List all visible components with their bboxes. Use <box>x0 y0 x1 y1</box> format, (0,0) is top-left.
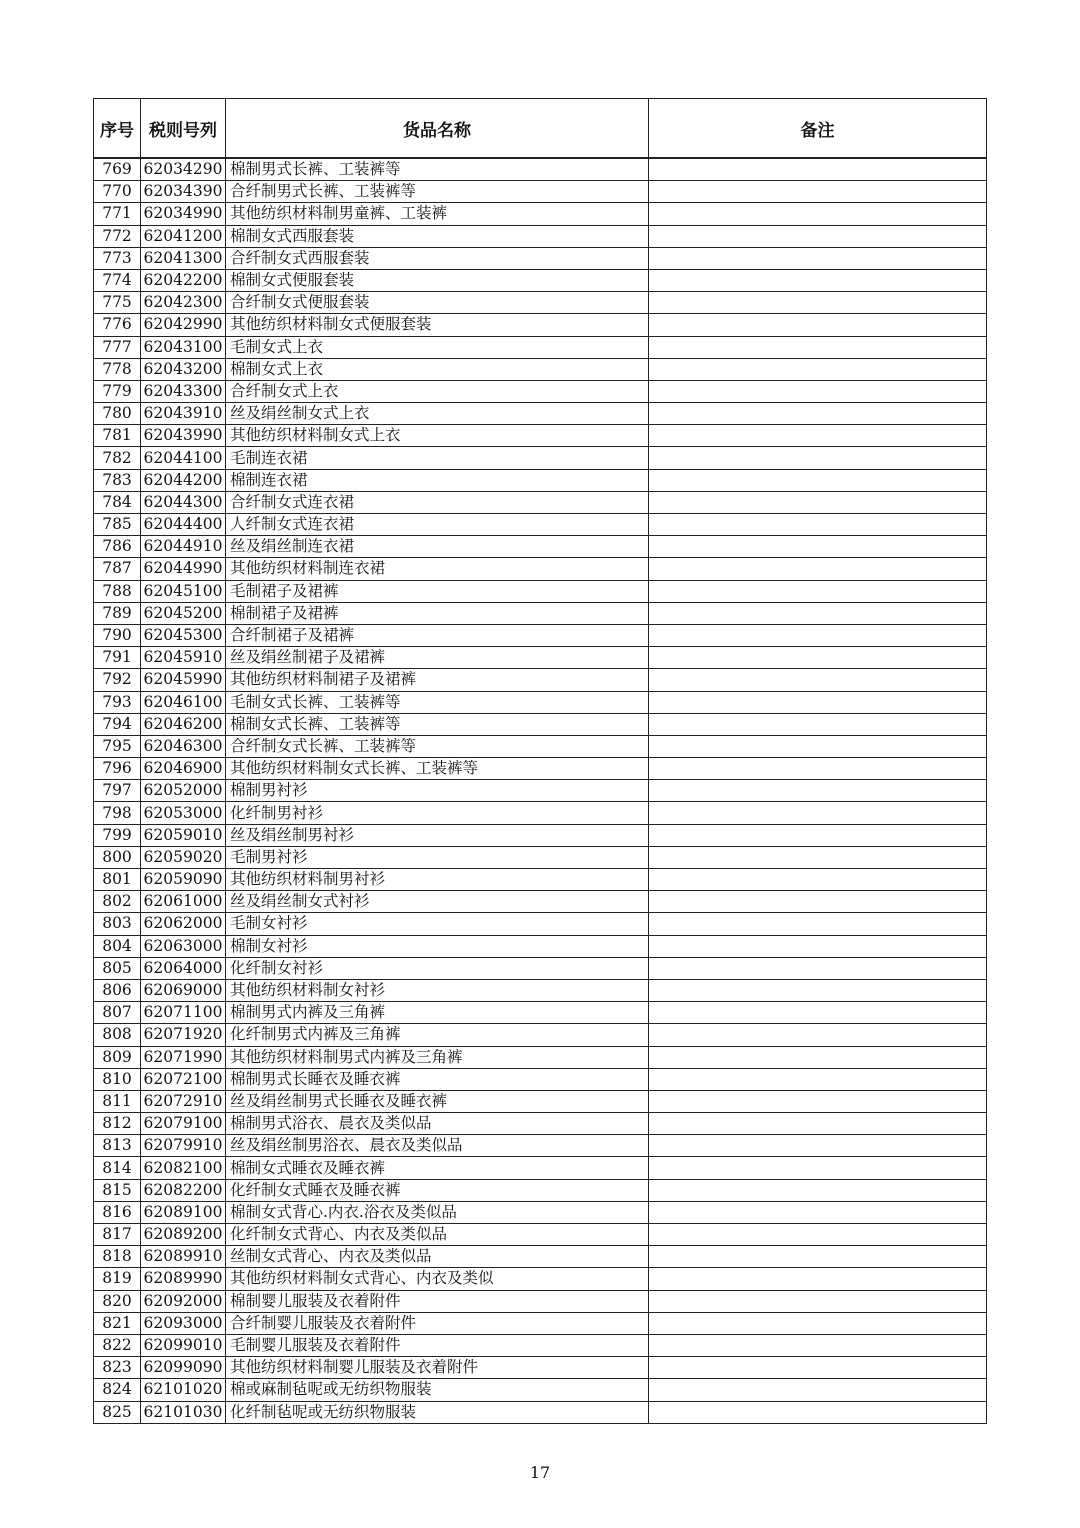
table-body <box>94 158 987 1423</box>
table-row <box>94 1090 987 1112</box>
table-row <box>94 913 987 935</box>
table-row <box>94 225 987 247</box>
cell-name: 合纤制裙子及裙裤 <box>226 624 649 646</box>
cell-no: 771 <box>94 203 141 225</box>
cell-remark <box>649 358 987 380</box>
table-row <box>94 735 987 757</box>
cell-no: 798 <box>94 802 141 824</box>
cell-remark <box>649 957 987 979</box>
cell-code: 62082200 <box>141 1179 226 1201</box>
cell-name: 化纤制女式睡衣及睡衣裤 <box>226 1179 649 1201</box>
table-row <box>94 247 987 269</box>
cell-code: 62072910 <box>141 1090 226 1112</box>
table-row <box>94 758 987 780</box>
table-row <box>94 536 987 558</box>
cell-remark <box>649 1401 987 1423</box>
cell-remark <box>649 203 987 225</box>
cell-no: 806 <box>94 979 141 1001</box>
cell-name: 丝及绢丝制裙子及裙裤 <box>226 647 649 669</box>
cell-name: 棉制女式上衣 <box>226 358 649 380</box>
cell-name: 化纤制男式内裤及三角裤 <box>226 1024 649 1046</box>
cell-code: 62069000 <box>141 979 226 1001</box>
cell-remark <box>649 935 987 957</box>
cell-no: 792 <box>94 669 141 691</box>
cell-code: 62059010 <box>141 824 226 846</box>
cell-name: 其他纺织材料制女式背心、内衣及类似 <box>226 1268 649 1290</box>
cell-remark <box>649 181 987 203</box>
table-row <box>94 336 987 358</box>
cell-no: 777 <box>94 336 141 358</box>
cell-remark <box>649 491 987 513</box>
cell-name: 棉制男式内裤及三角裤 <box>226 1002 649 1024</box>
table-row <box>94 203 987 225</box>
cell-no: 789 <box>94 602 141 624</box>
cell-remark <box>649 780 987 802</box>
table-row <box>94 691 987 713</box>
cell-name: 丝及绢丝制男浴衣、晨衣及类似品 <box>226 1135 649 1157</box>
cell-remark <box>649 425 987 447</box>
cell-code: 62079910 <box>141 1135 226 1157</box>
cell-name: 丝及绢丝制女式衬衫 <box>226 891 649 913</box>
table-row <box>94 1224 987 1246</box>
cell-name: 棉或麻制毡呢或无纺织物服装 <box>226 1379 649 1401</box>
cell-code: 62052000 <box>141 780 226 802</box>
cell-no: 793 <box>94 691 141 713</box>
cell-remark <box>649 1357 987 1379</box>
cell-name: 合纤制女式便服套装 <box>226 292 649 314</box>
cell-remark <box>649 314 987 336</box>
table-row <box>94 602 987 624</box>
table-row <box>94 957 987 979</box>
cell-name: 丝及绢丝制男衬衫 <box>226 824 649 846</box>
cell-name: 毛制女衬衫 <box>226 913 649 935</box>
cell-no: 819 <box>94 1268 141 1290</box>
cell-no: 794 <box>94 713 141 735</box>
cell-code: 62071920 <box>141 1024 226 1046</box>
cell-name: 棉制连衣裙 <box>226 469 649 491</box>
cell-remark <box>649 225 987 247</box>
table-row <box>94 269 987 291</box>
cell-remark <box>649 669 987 691</box>
cell-code: 62045100 <box>141 580 226 602</box>
cell-no: 799 <box>94 824 141 846</box>
cell-name: 毛制女式长裤、工装裤等 <box>226 691 649 713</box>
cell-name: 棉制女式背心.内衣.浴衣及类似品 <box>226 1201 649 1223</box>
cell-no: 823 <box>94 1357 141 1379</box>
table-row <box>94 935 987 957</box>
table-row <box>94 979 987 1001</box>
table-row <box>94 181 987 203</box>
cell-code: 62044990 <box>141 558 226 580</box>
cell-no: 816 <box>94 1201 141 1223</box>
cell-name: 毛制连衣裙 <box>226 447 649 469</box>
table-row <box>94 869 987 891</box>
cell-code: 62082100 <box>141 1157 226 1179</box>
cell-name: 合纤制女式连衣裙 <box>226 491 649 513</box>
cell-code: 62063000 <box>141 935 226 957</box>
cell-no: 782 <box>94 447 141 469</box>
cell-code: 62099010 <box>141 1334 226 1356</box>
table-row <box>94 780 987 802</box>
cell-remark <box>649 979 987 1001</box>
table-row <box>94 713 987 735</box>
cell-code: 62089990 <box>141 1268 226 1290</box>
cell-code: 62043910 <box>141 403 226 425</box>
cell-no: 796 <box>94 758 141 780</box>
table-row <box>94 891 987 913</box>
cell-no: 788 <box>94 580 141 602</box>
table-row <box>94 1290 987 1312</box>
table-row <box>94 669 987 691</box>
cell-code: 62101030 <box>141 1401 226 1423</box>
cell-name: 其他纺织材料制男童裤、工装裤 <box>226 203 649 225</box>
cell-name: 毛制裙子及裙裤 <box>226 580 649 602</box>
cell-code: 62071100 <box>141 1002 226 1024</box>
cell-name: 棉制裙子及裙裤 <box>226 602 649 624</box>
cell-remark <box>649 1290 987 1312</box>
cell-name: 化纤制女式背心、内衣及类似品 <box>226 1224 649 1246</box>
cell-name: 棉制女式西服套装 <box>226 225 649 247</box>
cell-no: 822 <box>94 1334 141 1356</box>
cell-name: 其他纺织材料制女式上衣 <box>226 425 649 447</box>
cell-code: 62034390 <box>141 181 226 203</box>
table-row <box>94 158 987 181</box>
cell-name: 合纤制婴儿服装及衣着附件 <box>226 1312 649 1334</box>
table-row <box>94 358 987 380</box>
cell-name: 其他纺织材料制女式便服套装 <box>226 314 649 336</box>
cell-name: 合纤制男式长裤、工装裤等 <box>226 181 649 203</box>
cell-name: 人纤制女式连衣裙 <box>226 514 649 536</box>
cell-no: 797 <box>94 780 141 802</box>
cell-remark <box>649 802 987 824</box>
cell-remark <box>649 1135 987 1157</box>
cell-remark <box>649 469 987 491</box>
cell-name: 其他纺织材料制男衬衫 <box>226 869 649 891</box>
cell-remark <box>649 1268 987 1290</box>
cell-code: 62079100 <box>141 1113 226 1135</box>
cell-remark <box>649 580 987 602</box>
cell-no: 810 <box>94 1068 141 1090</box>
cell-remark <box>649 602 987 624</box>
cell-remark <box>649 735 987 757</box>
cell-remark <box>649 536 987 558</box>
cell-remark <box>649 913 987 935</box>
cell-name: 合纤制女式长裤、工装裤等 <box>226 735 649 757</box>
cell-code: 62034990 <box>141 203 226 225</box>
table-row <box>94 292 987 314</box>
cell-remark <box>649 624 987 646</box>
cell-no: 814 <box>94 1157 141 1179</box>
cell-remark <box>649 247 987 269</box>
cell-code: 62042990 <box>141 314 226 336</box>
table-row <box>94 1002 987 1024</box>
cell-code: 62059020 <box>141 846 226 868</box>
cell-no: 820 <box>94 1290 141 1312</box>
cell-remark <box>649 1312 987 1334</box>
table-row <box>94 846 987 868</box>
cell-name: 丝制女式背心、内衣及类似品 <box>226 1246 649 1268</box>
cell-no: 800 <box>94 846 141 868</box>
cell-remark <box>649 1334 987 1356</box>
cell-code: 62046200 <box>141 713 226 735</box>
cell-name: 毛制婴儿服装及衣着附件 <box>226 1334 649 1356</box>
cell-code: 62042300 <box>141 292 226 314</box>
table-row <box>94 580 987 602</box>
cell-code: 62042200 <box>141 269 226 291</box>
table-row <box>94 1024 987 1046</box>
cell-remark <box>649 269 987 291</box>
cell-code: 62046900 <box>141 758 226 780</box>
cell-code: 62061000 <box>141 891 226 913</box>
table-row <box>94 469 987 491</box>
cell-remark <box>649 1068 987 1090</box>
cell-code: 62041300 <box>141 247 226 269</box>
cell-no: 801 <box>94 869 141 891</box>
cell-no: 781 <box>94 425 141 447</box>
cell-no: 818 <box>94 1246 141 1268</box>
cell-code: 62045910 <box>141 647 226 669</box>
table-row <box>94 1312 987 1334</box>
cell-no: 809 <box>94 1046 141 1068</box>
cell-code: 62044910 <box>141 536 226 558</box>
cell-remark <box>649 713 987 735</box>
cell-code: 62092000 <box>141 1290 226 1312</box>
cell-name: 棉制女衬衫 <box>226 935 649 957</box>
cell-code: 62101020 <box>141 1379 226 1401</box>
cell-name: 丝及绢丝制女式上衣 <box>226 403 649 425</box>
cell-no: 821 <box>94 1312 141 1334</box>
cell-name: 化纤制女衬衫 <box>226 957 649 979</box>
cell-code: 62043100 <box>141 336 226 358</box>
cell-no: 769 <box>94 158 141 181</box>
table-row <box>94 1157 987 1179</box>
cell-remark <box>649 1024 987 1046</box>
cell-remark <box>649 514 987 536</box>
cell-remark <box>649 891 987 913</box>
cell-no: 773 <box>94 247 141 269</box>
cell-name: 化纤制毡呢或无纺织物服装 <box>226 1401 649 1423</box>
cell-code: 62059090 <box>141 869 226 891</box>
cell-no: 791 <box>94 647 141 669</box>
cell-no: 786 <box>94 536 141 558</box>
cell-remark <box>649 691 987 713</box>
cell-code: 62044100 <box>141 447 226 469</box>
cell-no: 775 <box>94 292 141 314</box>
cell-no: 804 <box>94 935 141 957</box>
cell-remark <box>649 824 987 846</box>
cell-name: 其他纺织材料制女衬衫 <box>226 979 649 1001</box>
table-row <box>94 425 987 447</box>
goods-table <box>93 98 987 1424</box>
cell-no: 780 <box>94 403 141 425</box>
cell-name: 化纤制男衬衫 <box>226 802 649 824</box>
cell-code: 62072100 <box>141 1068 226 1090</box>
cell-no: 787 <box>94 558 141 580</box>
table-row <box>94 647 987 669</box>
cell-code: 62043990 <box>141 425 226 447</box>
table-row <box>94 491 987 513</box>
cell-no: 772 <box>94 225 141 247</box>
cell-no: 812 <box>94 1113 141 1135</box>
cell-code: 62089100 <box>141 1201 226 1223</box>
cell-name: 丝及绢丝制连衣裙 <box>226 536 649 558</box>
header-no: 序号 <box>94 99 141 159</box>
table-row <box>94 380 987 402</box>
cell-no: 811 <box>94 1090 141 1112</box>
cell-remark <box>649 1201 987 1223</box>
cell-remark <box>649 558 987 580</box>
table-row <box>94 1113 987 1135</box>
cell-code: 62034290 <box>141 158 226 181</box>
cell-name: 其他纺织材料制女式长裤、工装裤等 <box>226 758 649 780</box>
header-remark: 备注 <box>649 99 987 159</box>
table-row <box>94 1401 987 1423</box>
cell-code: 62044300 <box>141 491 226 513</box>
table-row <box>94 558 987 580</box>
cell-no: 795 <box>94 735 141 757</box>
cell-no: 779 <box>94 380 141 402</box>
table-header-row <box>94 99 987 159</box>
cell-remark <box>649 1179 987 1201</box>
cell-name: 棉制男式浴衣、晨衣及类似品 <box>226 1113 649 1135</box>
page-number: 17 <box>529 1463 551 1482</box>
cell-remark <box>649 1090 987 1112</box>
cell-no: 817 <box>94 1224 141 1246</box>
cell-remark <box>649 380 987 402</box>
cell-code: 62053000 <box>141 802 226 824</box>
cell-no: 784 <box>94 491 141 513</box>
table-row <box>94 624 987 646</box>
header-name: 货品名称 <box>226 99 649 159</box>
cell-remark <box>649 869 987 891</box>
table-row <box>94 802 987 824</box>
table-row <box>94 1135 987 1157</box>
cell-name: 合纤制女式上衣 <box>226 380 649 402</box>
cell-no: 805 <box>94 957 141 979</box>
cell-name: 其他纺织材料制裙子及裙裤 <box>226 669 649 691</box>
cell-remark <box>649 1246 987 1268</box>
cell-code: 62045300 <box>141 624 226 646</box>
cell-name: 其他纺织材料制连衣裙 <box>226 558 649 580</box>
cell-name: 毛制女式上衣 <box>226 336 649 358</box>
cell-code: 62046300 <box>141 735 226 757</box>
cell-no: 790 <box>94 624 141 646</box>
cell-no: 776 <box>94 314 141 336</box>
cell-remark <box>649 403 987 425</box>
cell-name: 棉制男衬衫 <box>226 780 649 802</box>
cell-remark <box>649 1002 987 1024</box>
table-row <box>94 1268 987 1290</box>
cell-no: 815 <box>94 1179 141 1201</box>
cell-remark <box>649 1046 987 1068</box>
cell-no: 803 <box>94 913 141 935</box>
cell-no: 785 <box>94 514 141 536</box>
cell-no: 802 <box>94 891 141 913</box>
table-row <box>94 514 987 536</box>
table-row <box>94 1357 987 1379</box>
cell-name: 棉制男式长裤、工装裤等 <box>226 158 649 181</box>
table-row <box>94 447 987 469</box>
cell-code: 62093000 <box>141 1312 226 1334</box>
cell-remark <box>649 1224 987 1246</box>
cell-name: 其他纺织材料制婴儿服装及衣着附件 <box>226 1357 649 1379</box>
cell-no: 824 <box>94 1379 141 1401</box>
cell-code: 62089200 <box>141 1224 226 1246</box>
table-row <box>94 1068 987 1090</box>
cell-remark <box>649 758 987 780</box>
cell-no: 813 <box>94 1135 141 1157</box>
table-row <box>94 1246 987 1268</box>
cell-remark <box>649 292 987 314</box>
cell-remark <box>649 336 987 358</box>
cell-remark <box>649 846 987 868</box>
table-row <box>94 1379 987 1401</box>
cell-name: 丝及绢丝制男式长睡衣及睡衣裤 <box>226 1090 649 1112</box>
table-row <box>94 1046 987 1068</box>
cell-code: 62044400 <box>141 514 226 536</box>
cell-remark <box>649 1379 987 1401</box>
cell-code: 62089910 <box>141 1246 226 1268</box>
cell-no: 778 <box>94 358 141 380</box>
cell-no: 770 <box>94 181 141 203</box>
table-row <box>94 314 987 336</box>
cell-name: 毛制男衬衫 <box>226 846 649 868</box>
cell-code: 62043200 <box>141 358 226 380</box>
cell-code: 62046100 <box>141 691 226 713</box>
cell-code: 62045990 <box>141 669 226 691</box>
cell-name: 合纤制女式西服套装 <box>226 247 649 269</box>
cell-no: 774 <box>94 269 141 291</box>
cell-name: 棉制男式长睡衣及睡衣裤 <box>226 1068 649 1090</box>
cell-name: 棉制女式便服套装 <box>226 269 649 291</box>
cell-code: 62062000 <box>141 913 226 935</box>
table-row <box>94 403 987 425</box>
header-code: 税则号列 <box>141 99 226 159</box>
cell-code: 62041200 <box>141 225 226 247</box>
cell-no: 783 <box>94 469 141 491</box>
table-row <box>94 1179 987 1201</box>
cell-remark <box>649 1157 987 1179</box>
cell-code: 62071990 <box>141 1046 226 1068</box>
cell-no: 808 <box>94 1024 141 1046</box>
cell-code: 62064000 <box>141 957 226 979</box>
table-row <box>94 824 987 846</box>
cell-code: 62099090 <box>141 1357 226 1379</box>
cell-code: 62045200 <box>141 602 226 624</box>
cell-code: 62043300 <box>141 380 226 402</box>
table-row <box>94 1334 987 1356</box>
cell-remark <box>649 647 987 669</box>
cell-remark <box>649 1113 987 1135</box>
cell-no: 807 <box>94 1002 141 1024</box>
cell-remark <box>649 158 987 181</box>
cell-name: 棉制女式睡衣及睡衣裤 <box>226 1157 649 1179</box>
cell-remark <box>649 447 987 469</box>
cell-code: 62044200 <box>141 469 226 491</box>
cell-name: 棉制婴儿服装及衣着附件 <box>226 1290 649 1312</box>
cell-no: 825 <box>94 1401 141 1423</box>
cell-name: 棉制女式长裤、工装裤等 <box>226 713 649 735</box>
cell-name: 其他纺织材料制男式内裤及三角裤 <box>226 1046 649 1068</box>
table-row <box>94 1201 987 1223</box>
